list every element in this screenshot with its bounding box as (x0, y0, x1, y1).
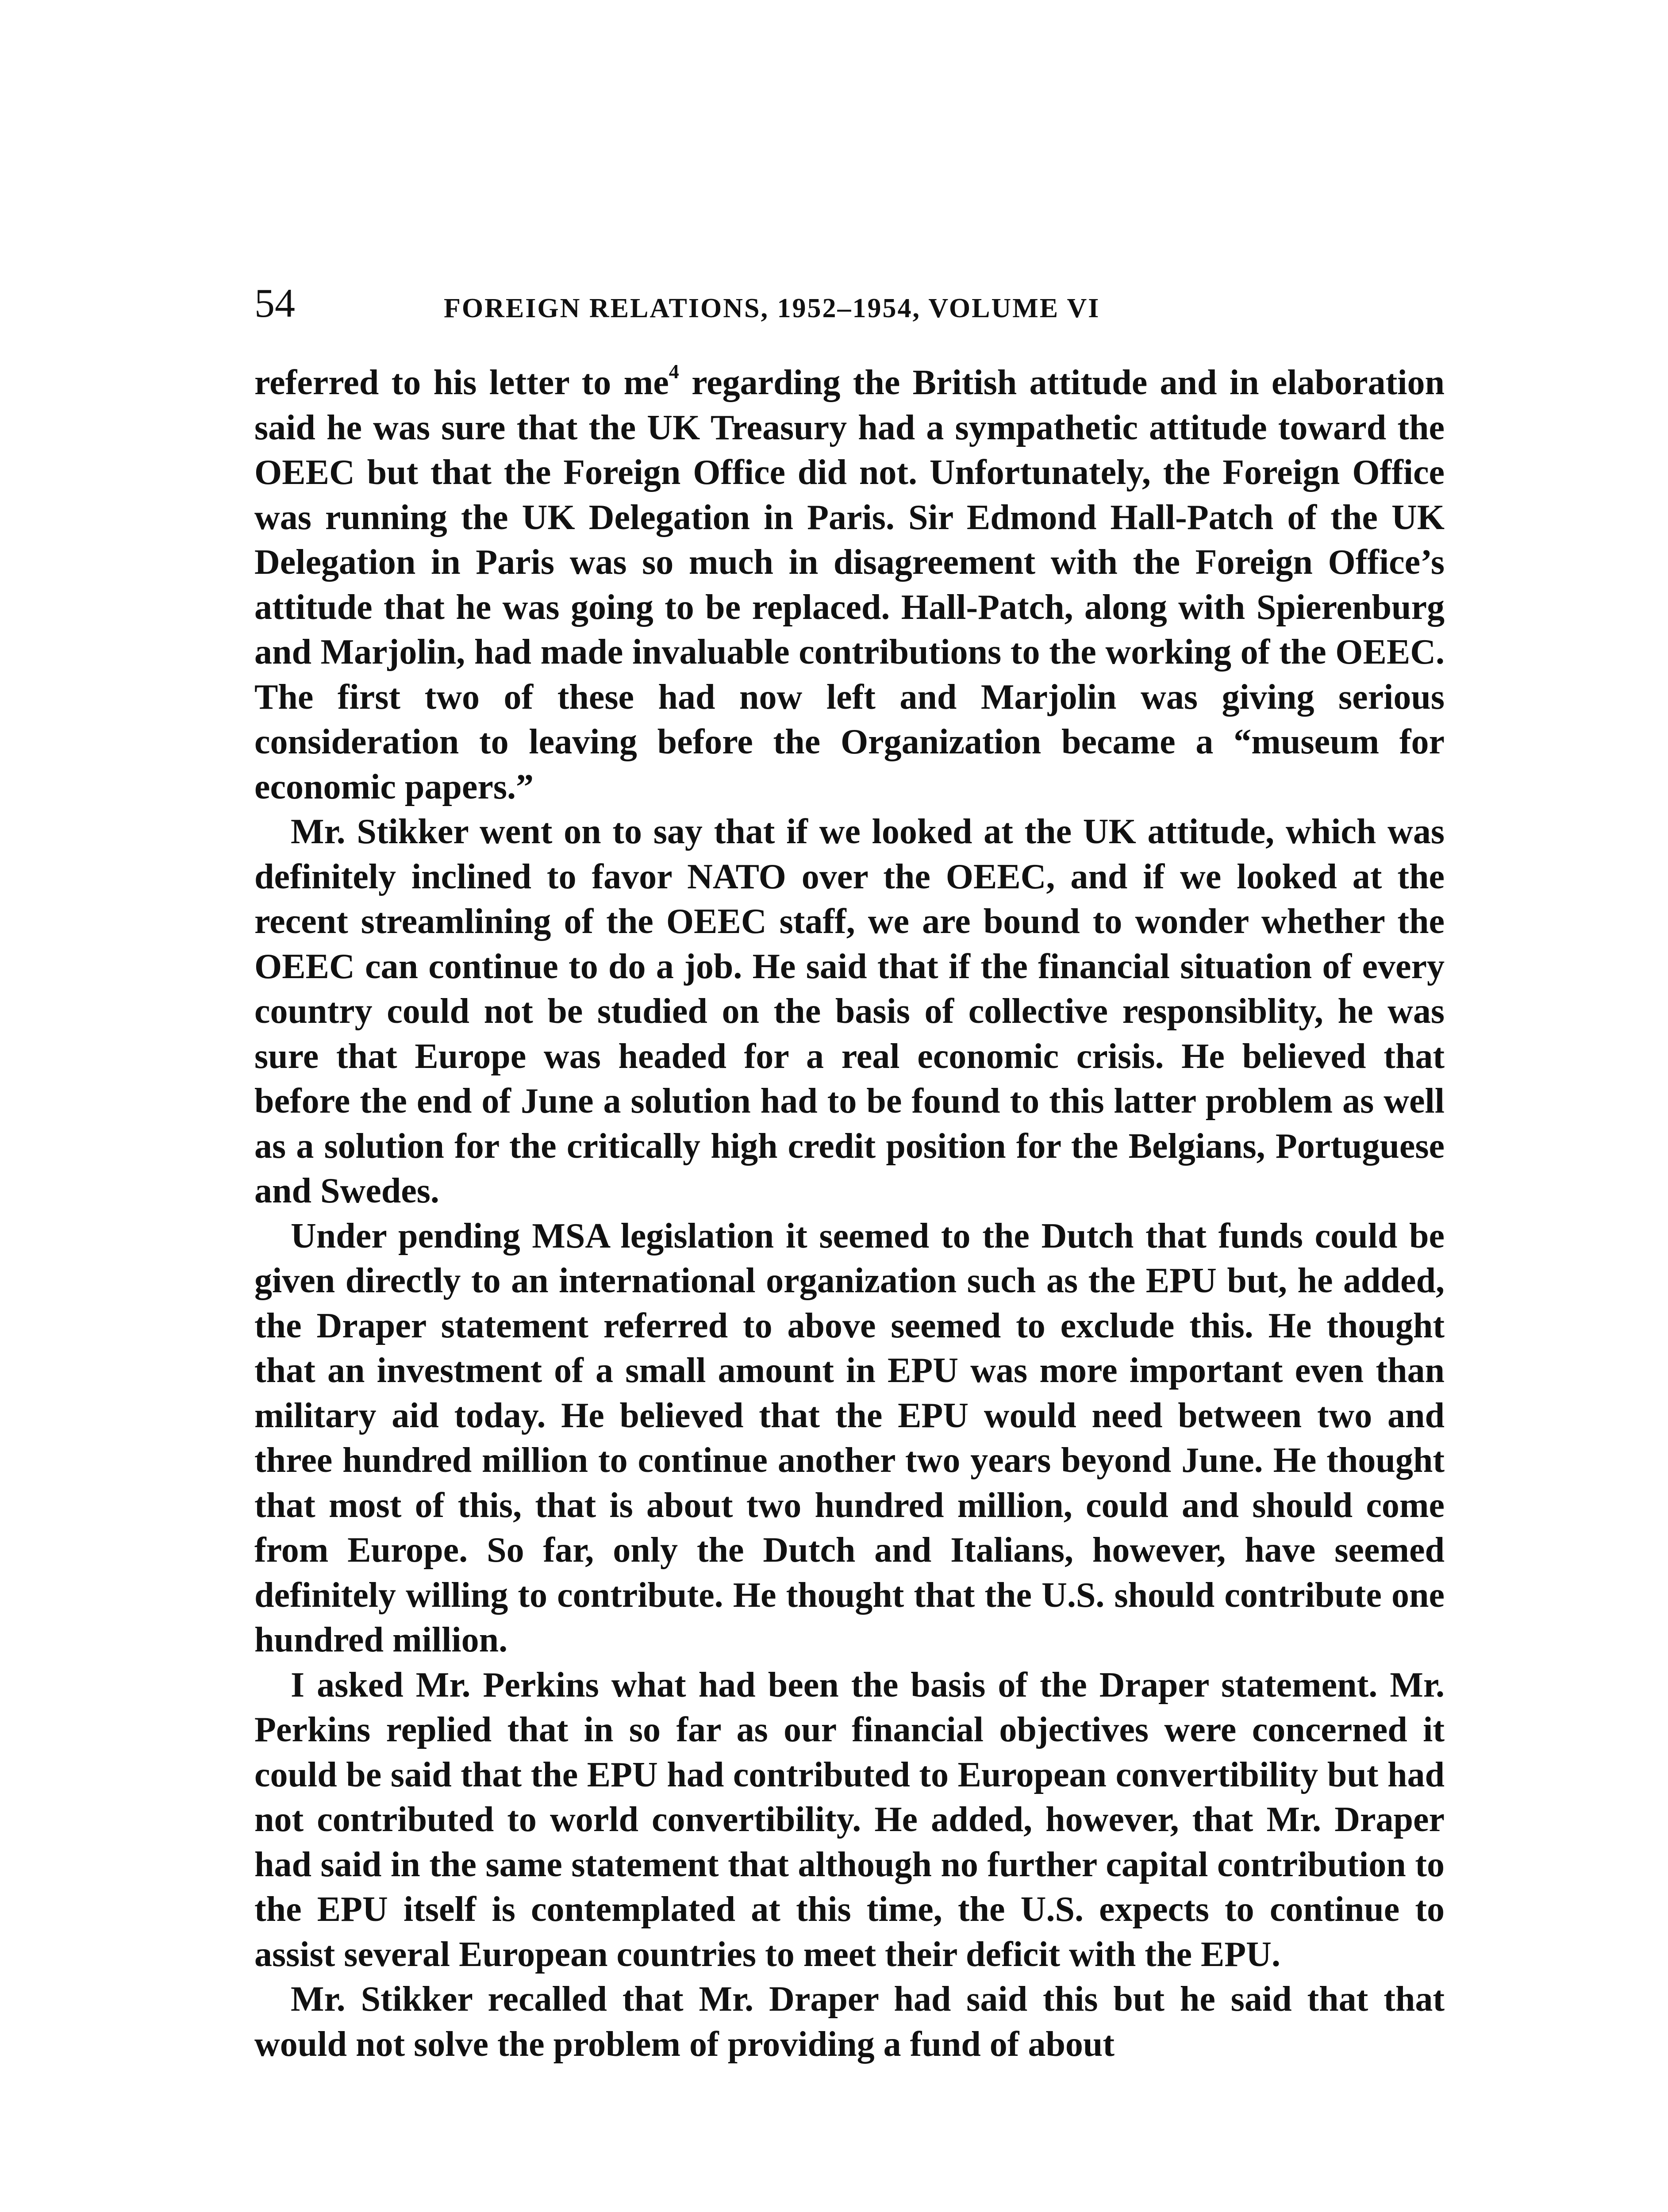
paragraph-2: Mr. Stikker went on to say that if we looked at the UK attitude, which was definitely inclined to favor NATO over the OEEC, and if we looked at the recent streamlining of the OEEC staff, we are bound to wonder whether the OEEC can continue to do a job. He said that if the financial situation of every country could not be studied on the basis of collective responsiblity, he was sure that Europe was headed for a real economic crisis. He believed that before the end of June a solution had to be found to this latter problem as well as a solution for the critically high credit position for the Belgians, Portuguese and Swedes. (254, 812, 1445, 1210)
body-text (254, 361, 1445, 2067)
paragraph-1 (254, 361, 1445, 810)
paragraph-1-start: referred to his letter to me (254, 363, 669, 402)
paragraph-5: Mr. Stikker recalled that Mr. Draper had said this but he said that that would not solve the problem of providing a fund of about (254, 1980, 1445, 2064)
running-head: FOREIGN RELATIONS, 1952–1954, VOLUME VI (444, 293, 1100, 323)
paragraph-4: I asked Mr. Perkins what had been the basis of the Draper statement. Mr. Perkins replied that in so far as our financial objectives were concerned it could be said that the EPU had contributed to European convertibility but had not contributed to world convertibility. He added, however, that Mr. Draper had said in the same statement that although no further capital contribution to the EPU itself is contemplated at this time, the U.S. expects to continue to assist several European countries to meet their deficit with the EPU. (254, 1665, 1445, 1974)
footnote-reference: 4 (669, 360, 679, 383)
page-header (254, 274, 1449, 332)
paragraph-3: Under pending MSA legislation it seemed to the Dutch that funds could be given directly to an international organization such as the EPU but, he added, the Draper statement referred to above seemed to exclude this. He thought that an investment of a small amount in EPU was more important even than military aid today. He believed that the EPU would need between two and three hundred million to continue another two years beyond June. He thought that most of this, that is about two hundred million, could and should come from Europe. So far, only the Dutch and Italians, however, have seemed definitely willing to contribute. He thought that the U.S. should contribute one hundred million. (254, 1216, 1445, 1659)
page-number: 54 (254, 280, 295, 326)
paragraph-1-rest: regarding the British attitude and in elaboration said he was sure that the UK Treasury had a sympathetic attitude toward the OEEC but that the Foreign Office did not. Unfortunately, the Foreign Office was running the UK Delegation in Paris. Sir Edmond Hall-Patch of the UK Delegation in Paris was so much in disagreement with the Foreign Office’s attitude that he was going to be replaced. Hall-Patch, along with Spierenburg and Marjolin, had made invaluable contributions to the working of the OEEC. The first two of these had now left and Marjolin was giving serious consideration to leaving before the Organization became a “museum for economic papers.” (254, 363, 1445, 806)
